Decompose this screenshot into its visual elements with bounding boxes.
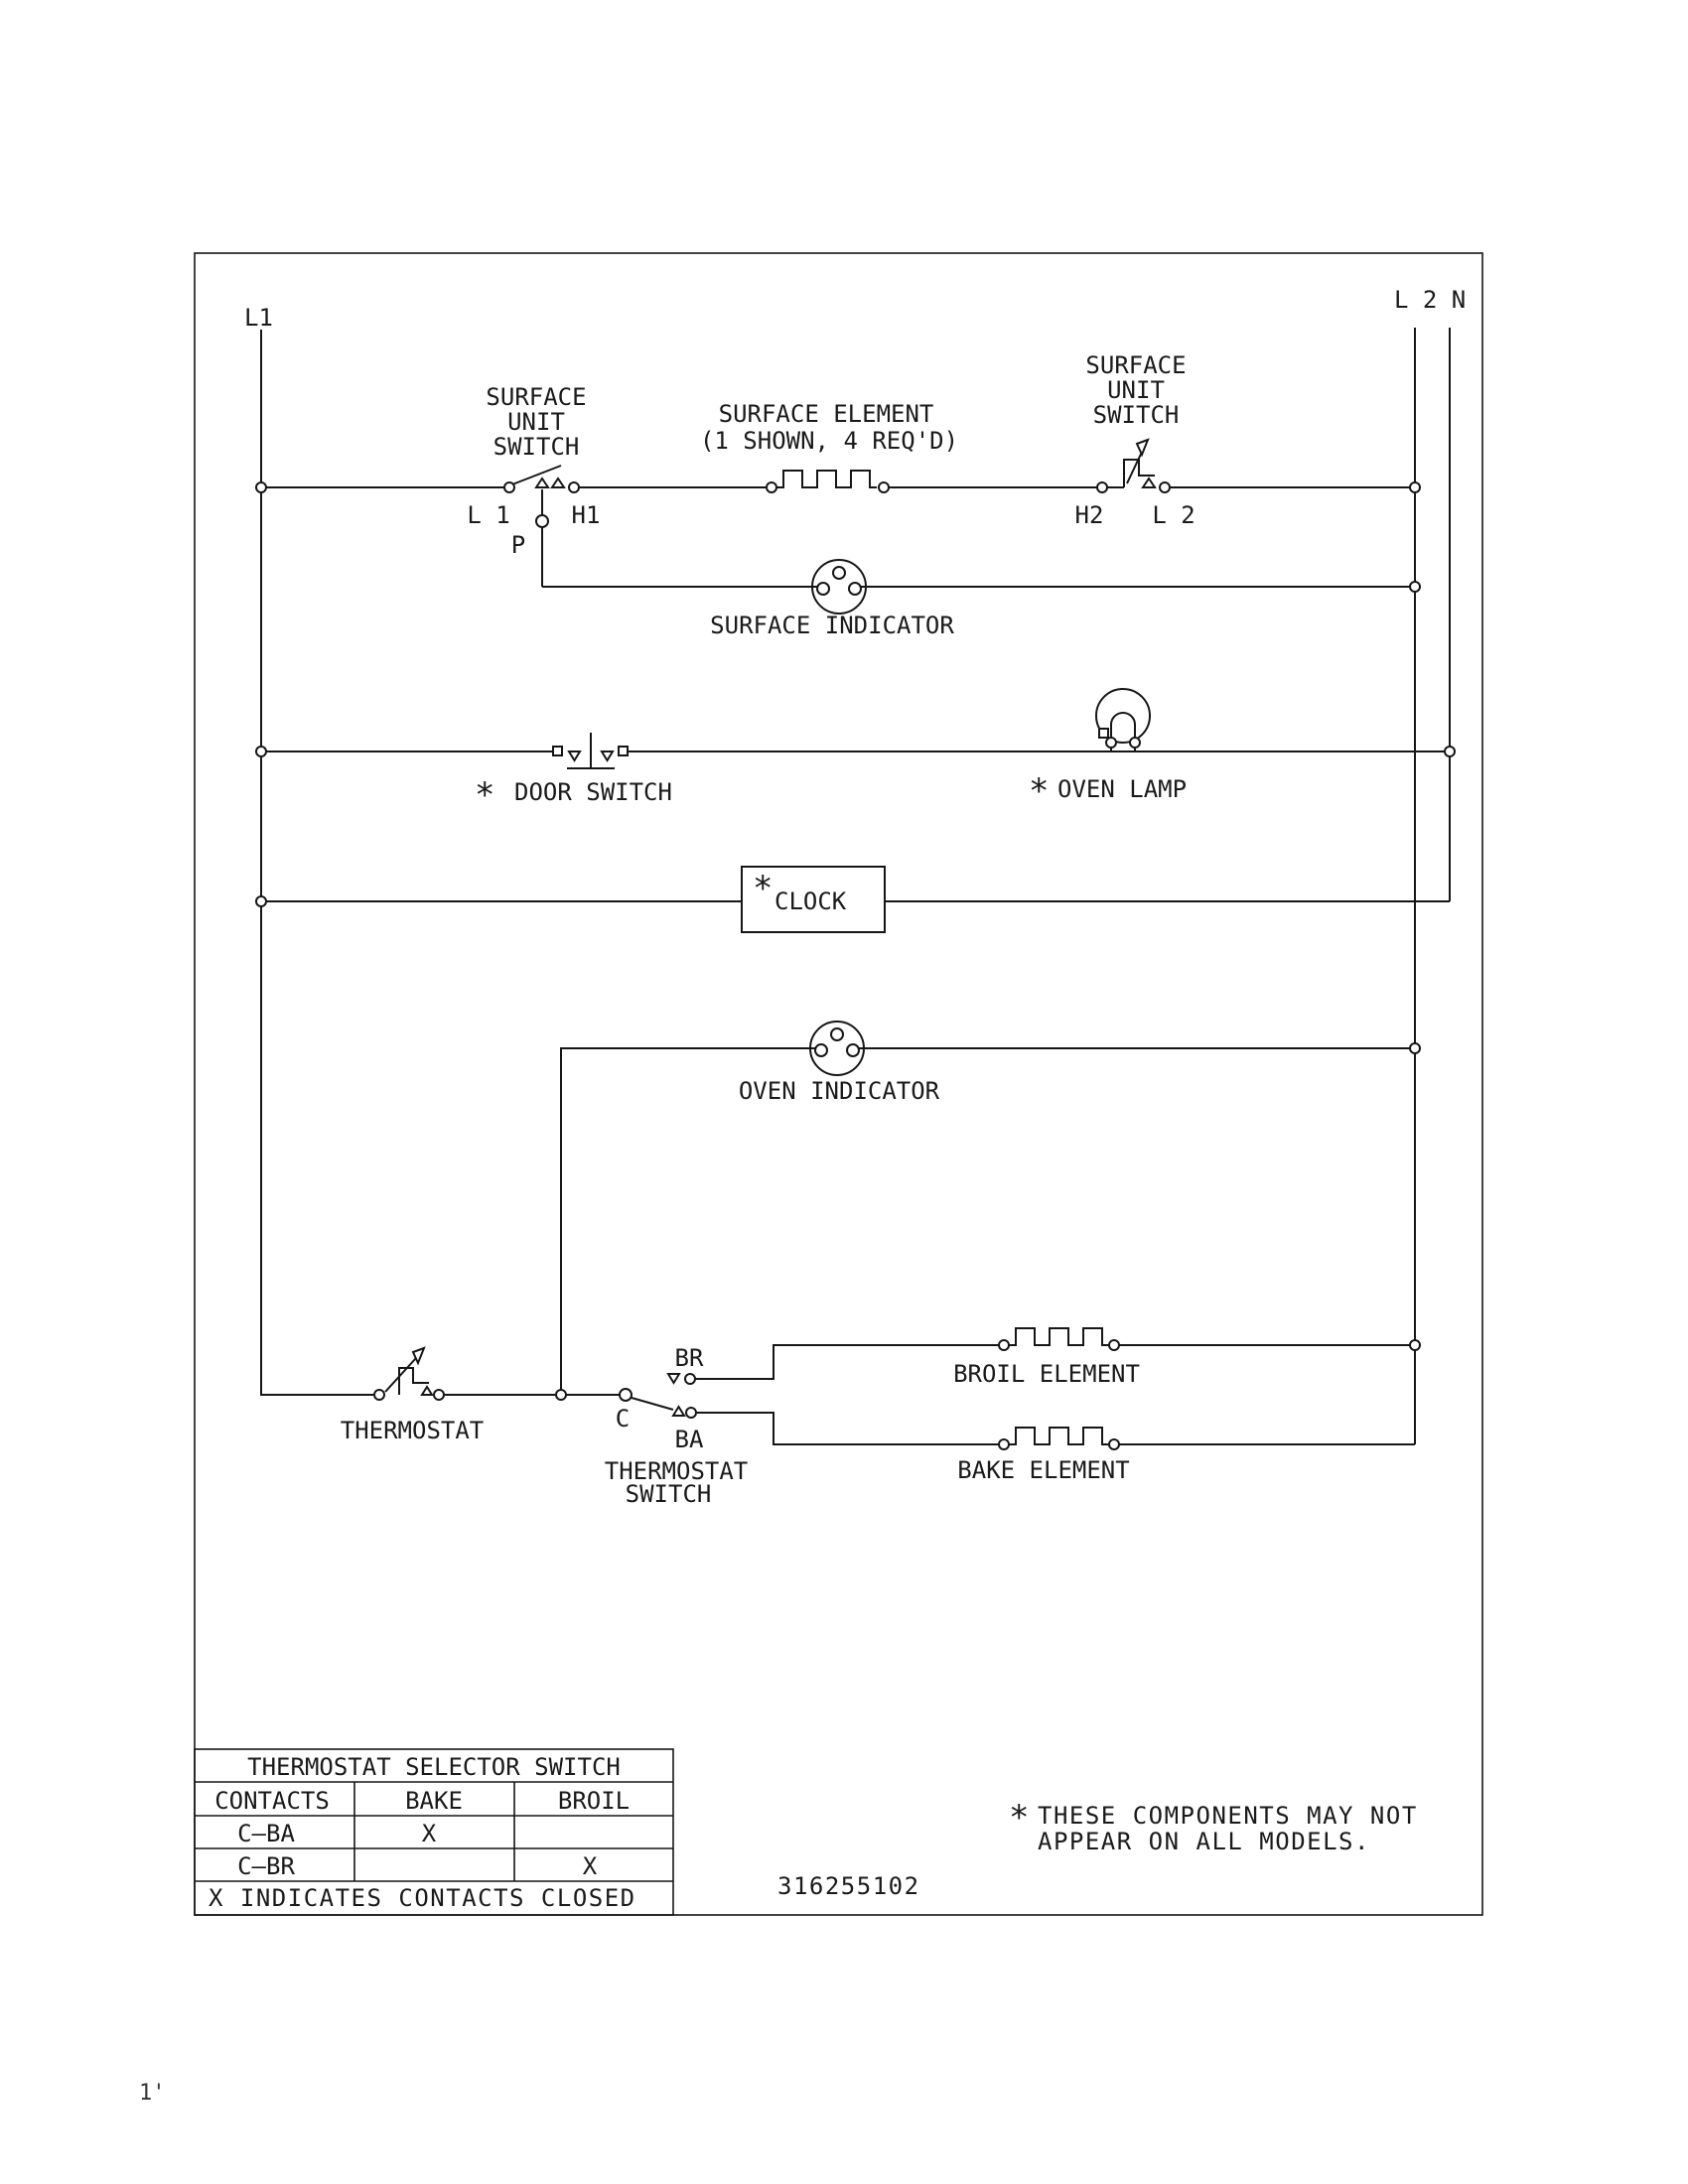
surface-element-label-1: SURFACE ELEMENT [718, 400, 934, 428]
bake-element-label: BAKE ELEMENT [957, 1456, 1130, 1484]
selector-table-header-bake: BAKE [405, 1787, 463, 1815]
selector-table-header-contacts: CONTACTS [214, 1787, 330, 1815]
bake-element [696, 1413, 1415, 1449]
clock-label: CLOCK [774, 887, 847, 915]
selector-table-header-broil: BROIL [557, 1787, 631, 1815]
surface-indicator-label: SURFACE INDICATOR [710, 612, 954, 639]
surface-unit-switch-right-label-3: SWITCH [1092, 401, 1180, 429]
terminal-p-label: P [510, 531, 526, 559]
surface-unit-switch-right-label-2: UNIT [1107, 376, 1165, 404]
surface-unit-switch-left-label-2: UNIT [507, 408, 565, 436]
surface-unit-switch-left [504, 466, 579, 587]
door-switch-asterisk: * [475, 775, 495, 815]
selector-table-row1-bake: X [421, 1820, 437, 1847]
surface-unit-switch-right-label-1: SURFACE [1085, 351, 1187, 379]
oven-lamp [1096, 689, 1150, 751]
thermostat-switch-terminal-br: BR [674, 1344, 704, 1372]
terminal-h1-label: H1 [571, 501, 601, 529]
footnote-line-1: THESE COMPONENTS MAY NOT [1038, 1802, 1418, 1830]
thermostat-switch-label-2: SWITCH [625, 1480, 712, 1508]
thermostat-label: THERMOSTAT [340, 1417, 485, 1444]
surface-unit-switch-right [1097, 440, 1170, 492]
thermostat-switch [620, 1374, 696, 1418]
door-switch-label: DOOR SWITCH [514, 778, 672, 806]
surface-unit-switch-left-label-1: SURFACE [486, 383, 587, 411]
terminal-l2-label: L 2 [1152, 501, 1196, 529]
page-mark: 1' [139, 2081, 166, 2106]
broil-element-label: BROIL ELEMENT [953, 1360, 1140, 1388]
selector-table-row2-broil: X [582, 1852, 598, 1880]
surface-unit-switch-left-label-3: SWITCH [492, 433, 580, 461]
door-switch [553, 733, 628, 768]
l2n-bus-label: L 2 N [1394, 286, 1467, 314]
part-number: 316255102 [777, 1872, 920, 1900]
footnote-asterisk: * [1009, 1798, 1030, 1838]
oven-indicator [561, 1022, 1415, 1395]
thermostat-switch-terminal-c: C [615, 1405, 631, 1433]
footnote-line-2: APPEAR ON ALL MODELS. [1038, 1828, 1370, 1855]
thermostat [374, 1348, 620, 1400]
l1-bus-label: L1 [244, 304, 273, 332]
surface-element-label-2: (1 SHOWN, 4 REQ'D) [699, 427, 959, 455]
selector-table-footer: X INDICATES CONTACTS CLOSED [209, 1884, 636, 1912]
selector-table-title: THERMOSTAT SELECTOR SWITCH [247, 1753, 621, 1781]
selector-table-row1-contacts: C–BA [237, 1820, 295, 1847]
selector-table-row2-contacts: C–BR [237, 1852, 295, 1880]
oven-indicator-label: OVEN INDICATOR [738, 1077, 940, 1105]
thermostat-switch-label-1: THERMOSTAT [604, 1457, 749, 1485]
surface-indicator [542, 560, 1415, 614]
surface-element [767, 471, 889, 492]
oven-lamp-label: OVEN LAMP [1057, 775, 1188, 803]
oven-lamp-asterisk: * [1029, 771, 1050, 811]
clock-asterisk: * [753, 869, 774, 908]
terminal-l1-label: L 1 [467, 501, 510, 529]
terminal-h2-label: H2 [1074, 501, 1104, 529]
thermostat-switch-terminal-ba: BA [674, 1426, 704, 1453]
